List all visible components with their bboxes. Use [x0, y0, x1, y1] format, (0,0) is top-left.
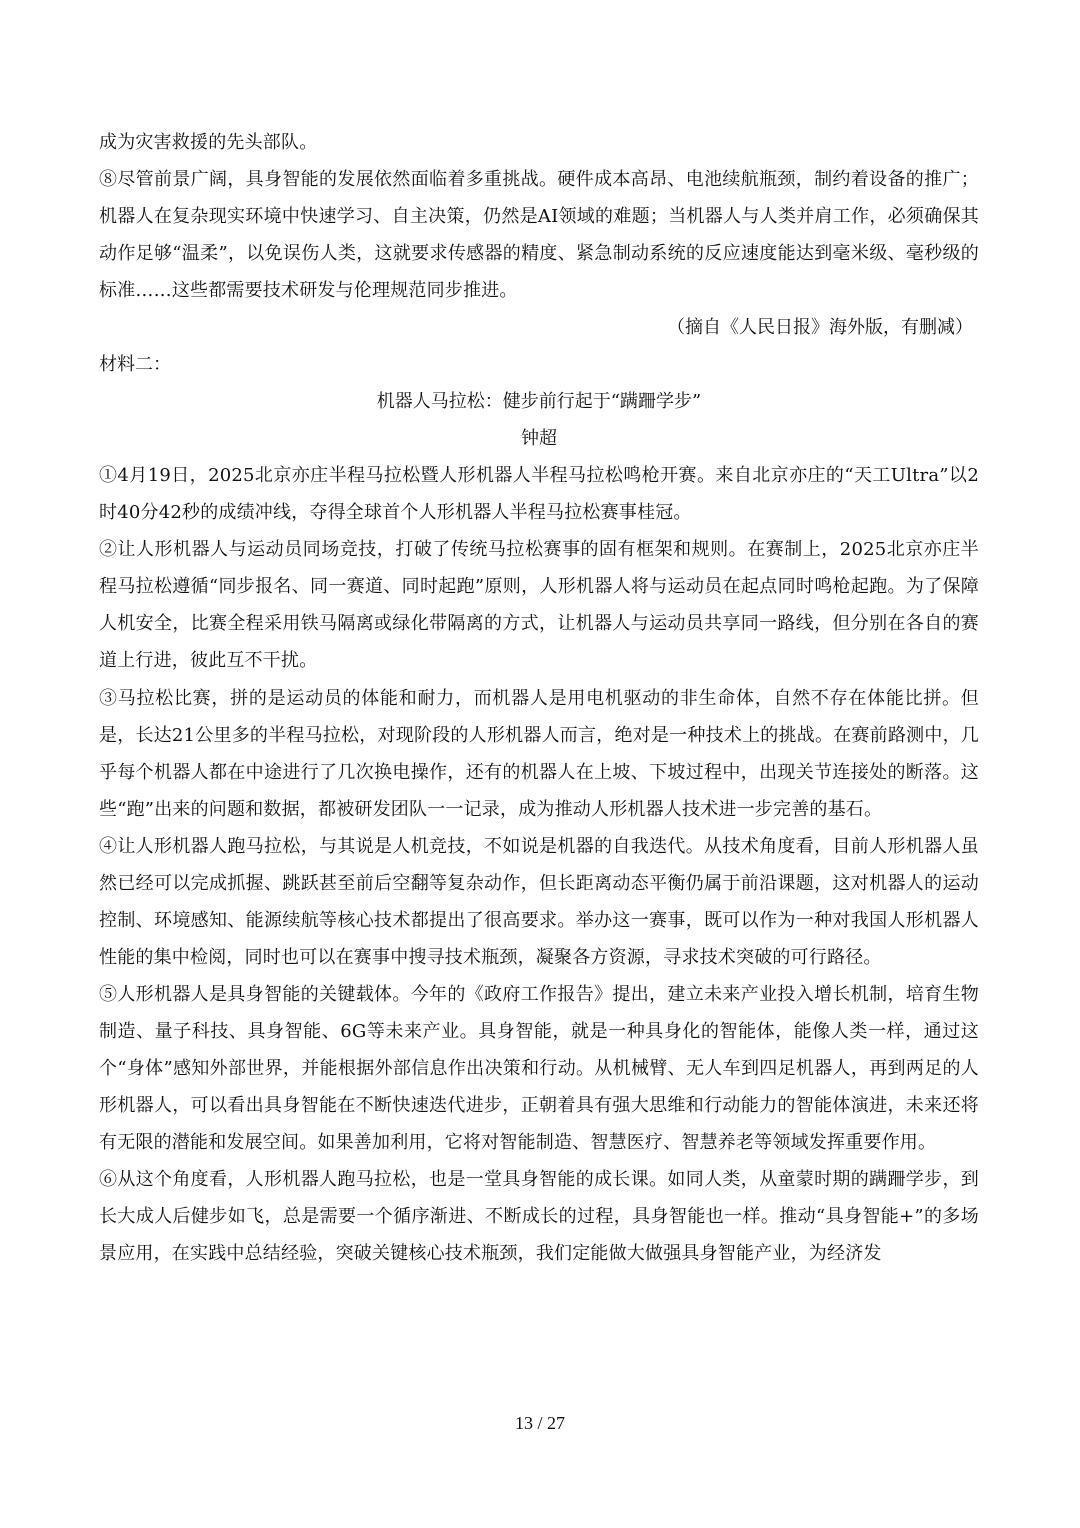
article-title: 机器人马拉松：健步前行起于“蹒跚学步”	[376, 391, 702, 413]
article-author: 钟超	[521, 428, 557, 450]
article-paragraph-6: ⑥从这个角度看，人形机器人跑马拉松，也是一堂具身智能的成长课。如同人类，从童蒙时期的蹒跚学步，到长大成人后健步如飞，总是需要一个循序渐进、不断成长的过程，具身智能也一样。推动“具身智能+”的多场景应用，在实践中总结经验，突破关键核心技术瓶颈，我们定能做大做强具身智能产业，为经济发	[99, 1169, 979, 1265]
article-paragraph-3: ③马拉松比赛，拼的是运动员的体能和耐力，而机器人是用电机驱动的非生命体，自然不存在体能比拼。但是，长达21公里多的半程马拉松，对现阶段的人形机器人而言，绝对是一种技术上的挑战。在赛前路测中，几乎每个机器人都在中途进行了几次换电操作，还有的机器人在上坡、下坡过程中，出现关节连接处的断落。这些“跑”出来的问题和数据，都被研发团队一一记录，成为推动人形机器人技术进一步完善的基石。	[99, 687, 979, 820]
paragraph-8: ⑧尽管前景广阔，具身智能的发展依然面临着多重挑战。硬件成本高昂、电池续航瓶颈，制约着设备的推广；机器人在复杂现实环境中快速学习、自主决策，仍然是AI领域的难题；当机器人与人类并肩工作，必须确保其动作足够“温柔”，以免误伤人类，这就要求传感器的精度、紧急制动系统的反应速度能达到毫米级、毫秒级的标准……这些都需要技术研发与伦理规范同步推进。	[99, 169, 979, 302]
material-two-label: 材料二：	[99, 354, 171, 376]
article-paragraph-1: ①4月19日，2025北京亦庄半程马拉松暨人形机器人半程马拉松鸣枪开赛。来自北京亦庄的“天工Ultra”以2时40分42秒的成绩冲线，夺得全球首个人形机器人半程马拉松赛事桂冠。	[99, 465, 979, 524]
article-paragraph-5: ⑤人形机器人是具身智能的关键载体。今年的《政府工作报告》提出，建立未来产业投入增长机制，培育生物制造、量子科技、具身智能、6G等未来产业。具身智能，就是一种具身化的智能体，能像人类一样，通过这个“身体”感知外部世界，并能根据外部信息作出决策和行动。从机械臂、无人车到四足机器人，再到两足的人形机器人，可以看出具身智能在不断快速迭代进步，正朝着具有强大思维和行动能力的智能体演进，未来还将有无限的潜能和发展空间。如果善加利用，它将对智能制造、智慧医疗、智慧养老等领域发挥重要作用。	[99, 983, 979, 1154]
paragraph-continued: 成为灾害救援的先头部队。	[99, 132, 318, 153]
page-number: 13 / 27	[514, 1413, 565, 1433]
source-attribution: （摘自《人民日报》海外版，有删减）	[667, 317, 973, 339]
document-body	[99, 124, 979, 1272]
article-paragraph-4: ④让人形机器人跑马拉松，与其说是人机竞技，不如说是机器的自我迭代。从技术角度看，目前人形机器人虽然已经可以完成抓握、跳跃甚至前后空翻等复杂动作，但长距离动态平衡仍属于前沿课题，这对机器人的运动控制、环境感知、能源续航等核心技术都提出了很高要求。举办这一赛事，既可以作为一种对我国人形机器人性能的集中检阅，同时也可以在赛事中搜寻技术瓶颈，凝聚各方资源，寻求技术突破的可行路径。	[99, 835, 979, 968]
article-paragraph-2: ②让人形机器人与运动员同场竞技，打破了传统马拉松赛事的固有框架和规则。在赛制上，2025北京亦庄半程马拉松遵循“同步报名、同一赛道、同时起跑”原则，人形机器人将与运动员在起点同时鸣枪起跑。为了保障人机安全，比赛全程采用铁马隔离或绿化带隔离的方式，让机器人与运动员共享同一路线，但分别在各自的赛道上行进，彼此互不干扰。	[99, 539, 979, 672]
